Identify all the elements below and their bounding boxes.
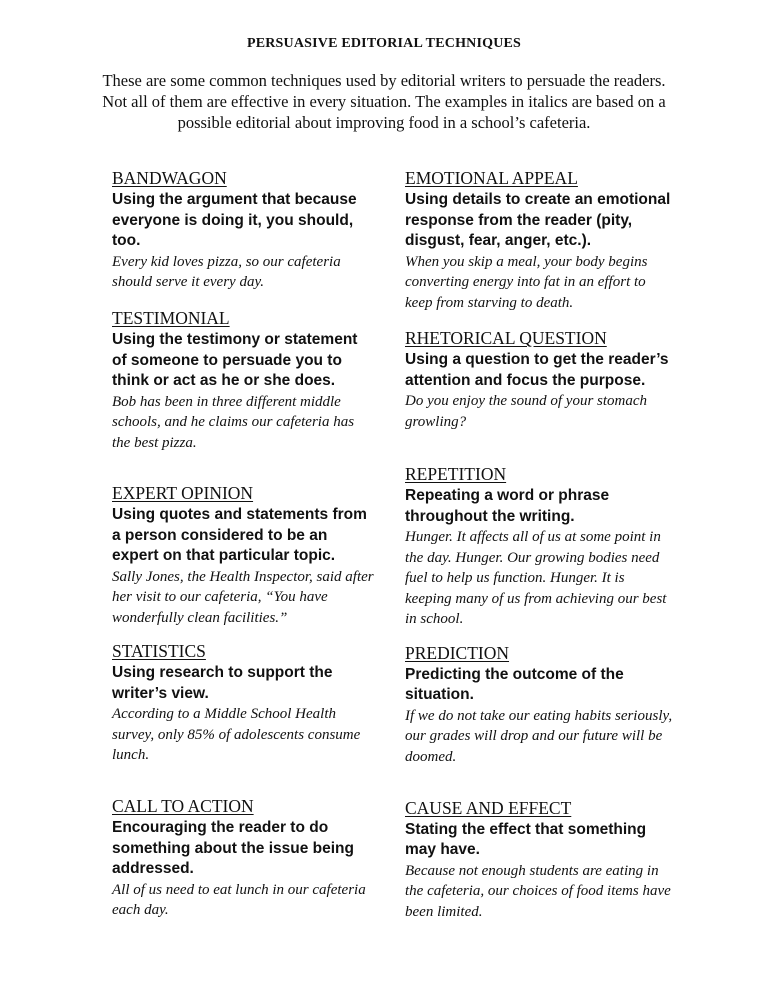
technique-heading: TESTIMONIAL [112, 308, 230, 328]
technique-example: Because not enough students are eating in the cafeteria, our choices of food items have been limited. [405, 862, 671, 920]
technique-example: When you skip a meal, your body begins converting energy into fat in an effort to keep from starving to death. [405, 253, 648, 311]
technique-example: If we do not take our eating habits seriously, our grades will drop and our future will be doomed. [405, 707, 673, 765]
technique-testimonial [112, 307, 374, 482]
technique-definition: Using research to support the writer’s view. [112, 664, 333, 702]
technique-definition: Using the testimony or statement of someone to persuade you to think or act as he or she does. [112, 331, 358, 389]
technique-example: Hunger. It affects all of us at some point in the day. Hunger. Our growing bodies need fuel to help us function. Hunger. It is keeping many of us from achieving our best in school. [405, 529, 667, 627]
technique-definition: Stating the effect that something may have. [405, 820, 647, 858]
intro-paragraph: These are some common techniques used by editorial writers to persuade the readers. Not all of them are effective in every situation. The examples in italics are based on a possible editorial about improving food in a school’s cafeteria. [102, 71, 666, 132]
technique-prediction [405, 642, 673, 797]
technique-heading: CAUSE AND EFFECT [405, 797, 572, 818]
technique-heading: STATISTICS [112, 641, 206, 661]
technique-example: Do you enjoy the sound of your stomach growling? [405, 393, 648, 430]
technique-definition: Predicting the outcome of the situation. [405, 665, 624, 703]
technique-definition: Repeating a word or phrase throughout the writing. [405, 487, 610, 525]
technique-cause-and-effect [405, 797, 673, 935]
technique-call-to-action [112, 795, 374, 933]
technique-heading: EMOTIONAL APPEAL [405, 168, 578, 188]
technique-example: Bob has been in three different middle schools, and he claims our cafeteria has the best pizza. [112, 393, 355, 451]
technique-example: Sally Jones, the Health Inspector, said after her visit to our cafeteria, “You have wonderfully clean facilities.” [112, 568, 374, 626]
technique-definition: Using the argument that because everyone is doing it, you should, too. [112, 191, 357, 249]
left-column [112, 167, 374, 933]
technique-example: According to a Middle School Health survey, only 85% of adolescents consume lunch. [112, 706, 361, 763]
technique-example: All of us need to eat lunch in our cafeteria each day. [112, 881, 366, 918]
technique-bandwagon [112, 167, 374, 307]
technique-heading: RHETORICAL QUESTION [405, 328, 607, 348]
technique-emotional-appeal [405, 167, 673, 327]
technique-statistics [112, 640, 374, 795]
technique-definition: Encouraging the reader to do something about the issue being addressed. [112, 819, 354, 877]
technique-heading: EXPERT OPINION [112, 483, 254, 503]
technique-heading: REPETITION [405, 464, 507, 484]
technique-rhetorical-question [405, 327, 673, 463]
technique-heading: PREDICTION [405, 642, 510, 663]
page-title: PERSUASIVE EDITORIAL TECHNIQUES [246, 36, 522, 51]
technique-repetition [405, 463, 673, 642]
technique-heading: CALL TO ACTION [112, 796, 254, 816]
technique-definition: Using a question to get the reader’s attention and focus the purpose. [405, 351, 669, 389]
technique-example: Every kid loves pizza, so our cafeteria should serve it every day. [112, 253, 341, 290]
right-column [405, 167, 673, 934]
technique-definition: Using details to create an emotional response from the reader (pity, disgust, fear, anger, etc.). [405, 191, 671, 249]
technique-heading: BANDWAGON [112, 168, 227, 188]
technique-definition: Using quotes and statements from a person considered to be an expert on that particular topic. [112, 506, 367, 564]
technique-expert-opinion [112, 482, 374, 640]
